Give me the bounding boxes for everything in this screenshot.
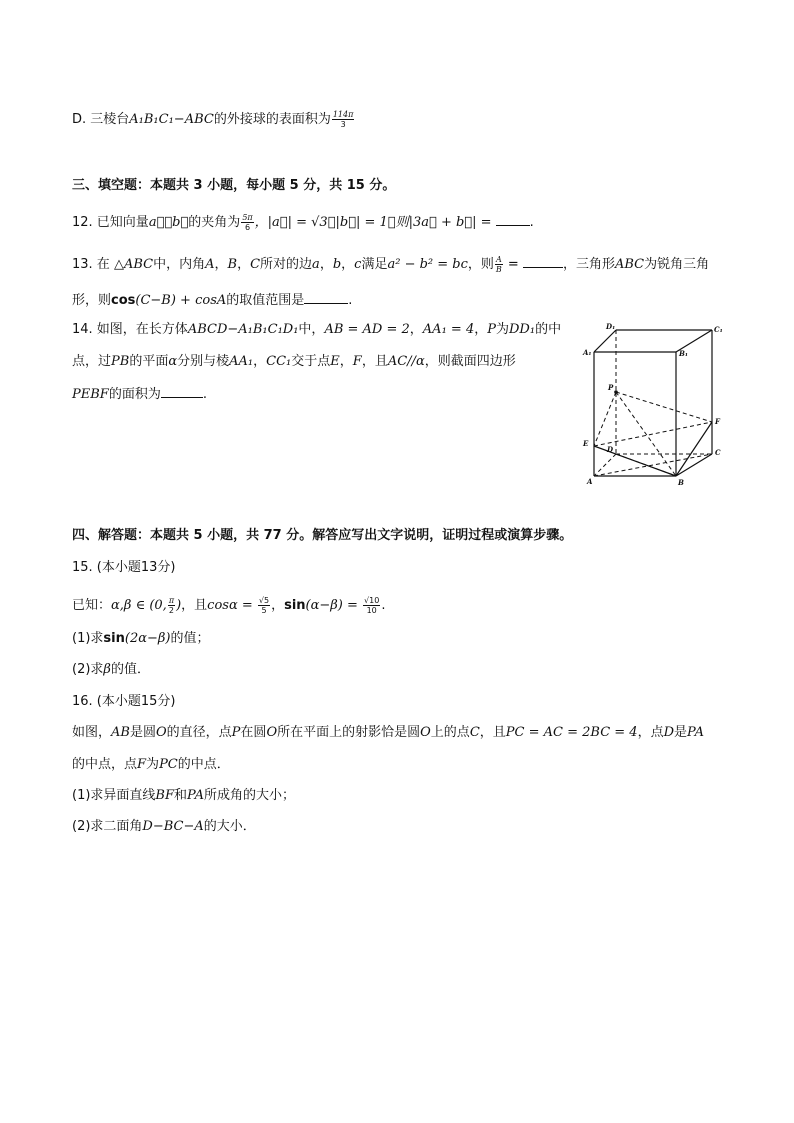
question-16-line2: 的中点，点F为PC的中点． (72, 757, 230, 772)
q12-fraction: $\frac{5\pi}{6}$ (242, 213, 253, 232)
option-d-text2: 的外接球的表面积为 (213, 112, 331, 127)
question-15-part1: (1)求sin(2α−β)的值； (72, 631, 210, 646)
question-15-heading: 15. (本小题13分) (72, 560, 176, 575)
edge-d1a1 (594, 330, 616, 352)
q15-fraction-sin: $\frac{√10}{10}$ (364, 596, 380, 615)
segment-bf (676, 422, 712, 476)
prism-figure (578, 318, 728, 488)
label-p: P (608, 383, 614, 392)
answer-blank (161, 385, 203, 398)
label-e: E (583, 439, 589, 448)
question-16-line1: 如图，AB是圆O的直径，点P在圆O所在平面上的射影恰是圆O上的点C，且PC = AC = 2BC = 4，点D是PA (72, 725, 704, 740)
segment-pf-hidden (616, 392, 712, 422)
section-3-heading: 三、填空题：本题共 3 小题，每小题 5 分，共 15 分。 (72, 178, 396, 193)
label-f: F (715, 417, 720, 426)
segment-ef-hidden (594, 422, 712, 446)
answer-blank (523, 255, 563, 268)
question-16-part2: (2)求二面角D−BC−A的大小． (72, 819, 256, 834)
question-13-line2: 形，则cos(C−B) + cosA的取值范围是 . (72, 293, 353, 308)
question-13-line1: 13. 在 △ABC中，内角A，B，C所对的边a，b，c满足a² − b² = bc，则 $\frac{A}{B}$ = ，三角形ABC为锐角三角 (72, 255, 710, 274)
option-d-math: A₁B₁C₁−ABC (129, 112, 214, 127)
label-d1: D₁ (606, 322, 616, 331)
question-16-heading: 16. (本小题15分) (72, 694, 176, 709)
label-c1: C₁ (714, 325, 723, 334)
label-a1: A₁ (583, 348, 592, 357)
q15-fraction-cos: $\frac{√5}{5}$ (258, 596, 270, 615)
label-d: D (607, 445, 614, 454)
question-14-line3: PEBF的面积为 . (72, 387, 207, 402)
option-d-fraction: $\frac{114\pi}{3}$ (332, 110, 354, 129)
answer-blank (304, 291, 348, 304)
option-d (72, 110, 355, 129)
question-14-line1: 14. 如图，在长方体ABCD−A₁B₁C₁D₁中，AB = AD = 2，AA₁ = 4，P为DD₁的中 (72, 322, 562, 337)
question-12: 12. 已知向量a⃗，b⃗的夹角为 $\frac{5\pi}{6}$ ，|a⃗| = √3，|b⃗| = 1，则|3a⃗ + b⃗| = . (72, 213, 534, 232)
q15-fraction-pi2: $\frac{\pi}{2}$ (168, 596, 175, 615)
question-15-part2: (2)求β的值． (72, 662, 150, 677)
label-b1: B₁ (679, 349, 688, 358)
point-p (614, 390, 618, 394)
edge-ad-hidden (594, 454, 616, 476)
question-16-part1: (1)求异面直线BF和PA所成角的大小； (72, 788, 295, 803)
label-a: A (587, 477, 593, 486)
answer-blank (496, 213, 530, 226)
section-4-heading: 四、解答题：本题共 5 小题，共 77 分。解答应写出文字说明，证明过程或演算步骤。 (72, 528, 573, 543)
label-b: B (678, 478, 684, 487)
question-15-given: 已知：α,β ∈ (0, $\frac{\pi}{2}$ )，且cosα = $\frac{√5}{5}$ ，sin(α−β) = $\frac{√10}{10}$ . (72, 596, 386, 615)
option-d-text: D. 三棱台 (72, 112, 130, 127)
question-14-line2: 点，过PB的平面α分别与棱AA₁，CC₁交于点E，F，且AC//α，则截面四边形 (72, 354, 516, 369)
label-c: C (715, 448, 721, 457)
segment-pe-hidden (594, 392, 616, 446)
segment-pb-hidden (616, 392, 676, 476)
q13-fraction: $\frac{A}{B}$ (495, 255, 502, 274)
